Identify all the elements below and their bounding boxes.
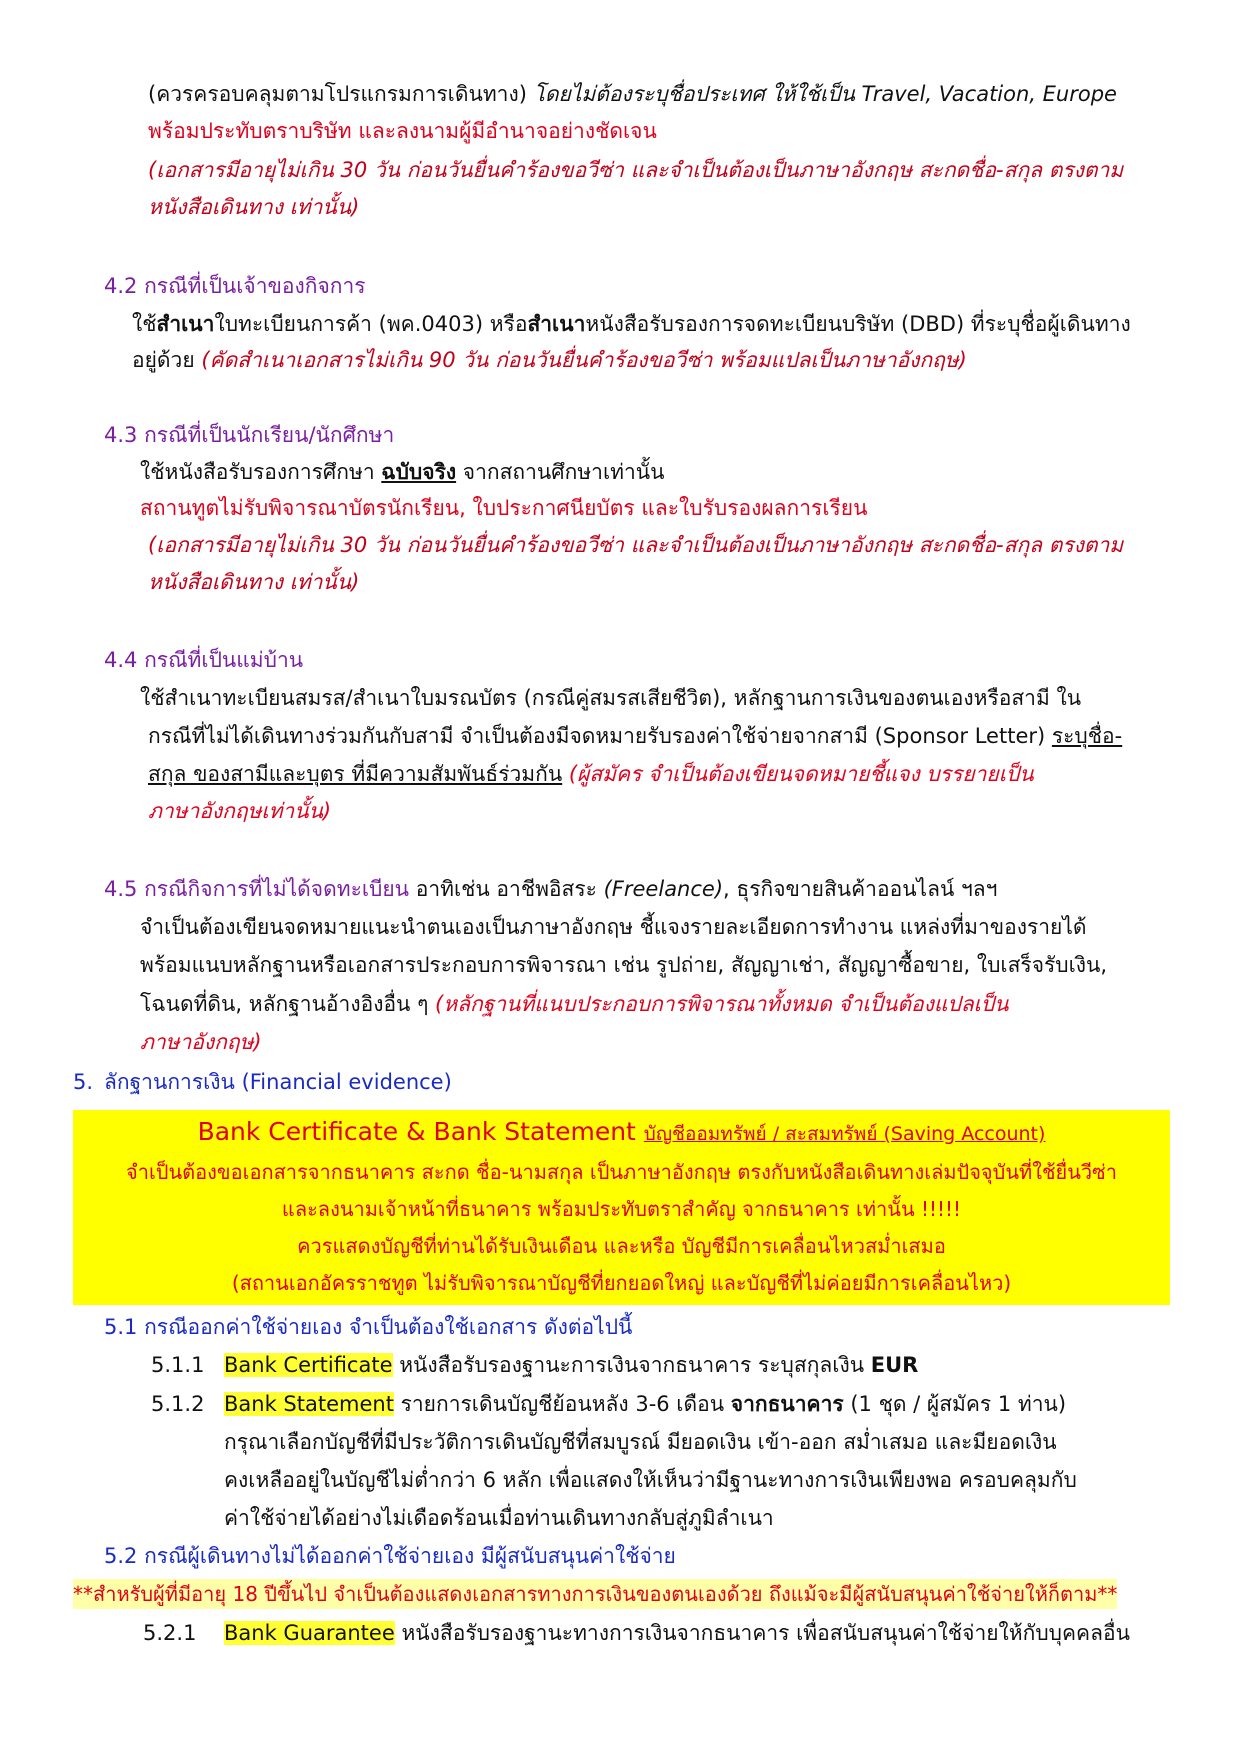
heading-5: ลักฐานการเงิน (Financial evidence) <box>104 1070 452 1094</box>
item-5-1-2-line-3: คงเหลืออยู่ในบัญชีไม่ต่ำกว่า 6 หลัก เพื่อแสดงให้เห็นว่ามีฐานะทางการเงินเพียงพอ ครอบคลุมกับ <box>224 1468 1077 1492</box>
item-5-1-2-line-2: กรุณาเลือกบัญชีที่มีประวัติการเดินบัญชีที่สมบูรณ์ มียอดเงิน เข้า-ออก สม่ำเสมอ และมียอดเงิน <box>224 1430 1057 1454</box>
item-5-1-2-line-4: ค่าใช้จ่ายได้อย่างไม่เดือดร้อนเมื่อท่านเดินทางกลับสู่ภูมิลำเนา <box>224 1506 774 1530</box>
item-5-1-1-number: 5.1.1 <box>151 1353 205 1377</box>
s45-l3-a: โฉนดที่ดิน, หลักฐานอ้างอิงอื่น ๆ <box>140 992 436 1016</box>
item-5-1-1-text: หนังสือรับรองฐานะการเงินจากธนาคาร ระบุสกุลเงิน <box>392 1353 871 1377</box>
bank-box-title-a: Bank Certificate & Bank Statement <box>197 1117 644 1146</box>
sponsor-note: **สำหรับผู้ที่มีอายุ 18 ปีขึ้นไป จำเป็นต้องแสดงเอกสารทางการเงินของตนเองด้วย ถึงแม้จะมีผู้สนับสนุนค่าใช้จ่ายให้ก็ตาม** <box>73 1579 1117 1609</box>
s43-l1-c: จากสถานศึกษาเท่านั้น <box>456 460 665 484</box>
s45-h-rest-a: อาทิเช่น อาชีพอิสระ <box>409 877 604 901</box>
heading-4-4: 4.4 กรณีที่เป็นแม่บ้าน <box>104 648 304 672</box>
item-5-1-2-text-a: รายการเดินบัญชีย้อนหลัง 3-6 เดือน <box>393 1392 731 1416</box>
item-5-1-2-number: 5.1.2 <box>151 1392 205 1416</box>
intro-line-1-b: โดยไม่ต้องระบุชื่อประเทศ ให้ใช้เป็น Travel, Vacation, Europe <box>533 82 1117 106</box>
currency-eur: EUR <box>870 1353 919 1377</box>
s43-l1-a: ใช้หนังสือรับรองการศึกษา <box>140 460 382 484</box>
s45-line-3 <box>140 989 1008 1019</box>
s42-l2-b: (คัดสำเนาเอกสารไม่เกิน 90 วัน ก่อนวันยื่นคำร้องขอวีซ่า พร้อมแปลเป็นภาษาอังกฤษ) <box>201 348 967 372</box>
item-5-2-1-text: หนังสือรับรองฐานะทางการเงินจากธนาคาร เพื่อสนับสนุนค่าใช้จ่ายให้กับบุคคลอื่น <box>394 1621 1130 1645</box>
intro-line-1 <box>148 79 1117 109</box>
s45-line-4: ภาษาอังกฤษ) <box>140 1030 262 1054</box>
s43-line-2: สถานทูตไม่รับพิจารณาบัตรนักเรียน, ใบประกาศนียบัตร และใบรับรองผลการเรียน <box>140 496 868 520</box>
s43-l1-b: ฉบับจริง <box>381 460 457 484</box>
heading-4-3: 4.3 กรณีที่เป็นนักเรียน/นักศึกษา <box>104 423 395 447</box>
intro-line-1-a: (ควรครอบคลุมตามโปรแกรมการเดินทาง) <box>148 82 534 106</box>
item-5-1-1 <box>224 1350 918 1380</box>
s42-line-1 <box>132 309 1131 339</box>
bank-certificate-highlight: Bank Certificate <box>224 1353 393 1377</box>
s45-h-rest-c: , ธุรกิจขายสินค้าออนไลน์ ฯลฯ <box>723 877 998 901</box>
bank-requirements-box <box>73 1110 1170 1305</box>
s42-l1-b: สำเนา <box>156 312 215 336</box>
s44-line-3 <box>148 759 1034 789</box>
s42-l1-a: ใช้ <box>132 312 157 336</box>
s42-l2-a: อยู่ด้วย <box>132 348 202 372</box>
s45-line-1: จำเป็นต้องเขียนจดหมายแนะนำตนเองเป็นภาษาอังกฤษ ชี้แจงรายละเอียดการทำงาน แหล่งที่มาของรายได้ <box>140 915 1087 939</box>
s45-l3-b: (หลักฐานที่แนบประกอบการพิจารณาทั้งหมด จำเป็นต้องแปลเป็น <box>435 992 1009 1016</box>
s44-line-2 <box>148 721 1122 751</box>
bank-box-line-4: (สถานเอกอัครราชทูต ไม่รับพิจารณาบัญชีที่ยกยอดใหญ่ และบัญชีที่ไม่ค่อยมีการเคลื่อนไหว) <box>231 1271 1012 1295</box>
s43-line-3: (เอกสารมีอายุไม่เกิน 30 วัน ก่อนวันยื่นคำร้องขอวีซ่า และจำเป็นต้องเป็นภาษาอังกฤษ สะกดชื่อ-สกุล ตรงตาม <box>148 533 1124 557</box>
item-5-2-1 <box>224 1618 1130 1648</box>
s44-l2-b: ระบุชื่อ- <box>1051 724 1123 748</box>
heading-4-2: 4.2 กรณีที่เป็นเจ้าของกิจการ <box>104 274 366 298</box>
s44-l2-a: กรณีที่ไม่ได้เดินทางร่วมกันกับสามี จำเป็นต้องมีจดหมายรับรองค่าใช้จ่ายจากสามี (Sponsor Letter) <box>148 724 1052 748</box>
bank-box-line-3: ควรแสดงบัญชีที่ท่านได้รับเงินเดือน และหรือ บัญชีมีการเคลื่อนไหวสม่ำเสมอ <box>297 1234 946 1258</box>
intro-line-2: พร้อมประทับตราบริษัท และลงนามผู้มีอำนาจอย่างชัดเจน <box>148 119 657 143</box>
heading-4-5 <box>104 874 997 904</box>
bank-statement-highlight: Bank Statement <box>224 1392 394 1416</box>
s44-line-4: ภาษาอังกฤษเท่านั้น) <box>148 799 332 823</box>
item-5-1-2-text-c: (1 ชุด / ผู้สมัคร 1 ท่าน) <box>843 1392 1067 1416</box>
item-5-1-2 <box>224 1389 1066 1419</box>
heading-5-1: 5.1 กรณีออกค่าใช้จ่ายเอง จำเป็นต้องใช้เอกสาร ดังต่อไปนี้ <box>104 1315 633 1339</box>
bank-box-title <box>73 1117 1170 1149</box>
s43-line-1 <box>140 457 664 487</box>
s45-heading-label: 4.5 กรณีกิจการที่ไม่ได้จดทะเบียน <box>104 877 410 901</box>
heading-5-2: 5.2 กรณีผู้เดินทางไม่ได้ออกค่าใช้จ่ายเอง มีผู้สนับสนุนค่าใช้จ่าย <box>104 1544 676 1568</box>
s42-l1-d: สำเนา <box>527 312 586 336</box>
item-5-1-2-text-b: จากธนาคาร <box>730 1392 844 1416</box>
intro-line-3: (เอกสารมีอายุไม่เกิน 30 วัน ก่อนวันยื่นคำร้องขอวีซ่า และจำเป็นต้องเป็นภาษาอังกฤษ สะกดชื่อ-สกุล ตรงตาม <box>148 158 1124 182</box>
bank-guarantee-highlight: Bank Guarantee <box>224 1621 395 1645</box>
s43-line-4: หนังสือเดินทาง เท่านั้น) <box>148 570 360 594</box>
s44-line-1: ใช้สำเนาทะเบียนสมรส/สำเนาใบมรณบัตร (กรณีคู่สมรสเสียชีวิต), หลักฐานการเงินของตนเองหรือสามี ใน <box>140 686 1082 710</box>
bank-box-line-1: จำเป็นต้องขอเอกสารจากธนาคาร สะกด ชื่อ-นามสกุล เป็นภาษาอังกฤษ ตรงกับหนังสือเดินทางเล่มปัจจุบันที่ใช้ยื่นวีซ่า <box>126 1160 1117 1184</box>
s42-line-2 <box>132 345 967 375</box>
s44-l3-a: สกุล ของสามีและบุตร ที่มีความสัมพันธ์ร่วมกัน <box>148 762 563 786</box>
s44-l3-b: (ผู้สมัคร จำเป็นต้องเขียนจดหมายชี้แจง บรรยายเป็น <box>562 762 1034 786</box>
intro-line-4: หนังสือเดินทาง เท่านั้น) <box>148 195 360 219</box>
s45-h-rest-b: (Freelance) <box>603 877 724 901</box>
heading-5-number: 5. <box>73 1070 94 1094</box>
s42-l1-e: หนังสือรับรองการจดทะเบียนบริษัท (DBD) ที่ระบุชื่อผู้เดินทาง <box>585 312 1131 336</box>
s42-l1-c: ใบทะเบียนการค้า (พค.0403) หรือ <box>214 312 528 336</box>
bank-box-title-b: บัญชีออมทรัพย์ / สะสมทรัพย์ (Saving Account) <box>643 1123 1046 1145</box>
s45-line-2: พร้อมแนบหลักฐานหรือเอกสารประกอบการพิจารณา เช่น รูปถ่าย, สัญญาเช่า, สัญญาซื้อขาย, ใบเสร็จรับเงิน, <box>140 953 1108 977</box>
item-5-2-1-number: 5.2.1 <box>143 1621 197 1645</box>
bank-box-line-2: และลงนามเจ้าหน้าที่ธนาคาร พร้อมประทับตราสำคัญ จากธนาคาร เท่านั้น !!!!! <box>281 1197 962 1221</box>
